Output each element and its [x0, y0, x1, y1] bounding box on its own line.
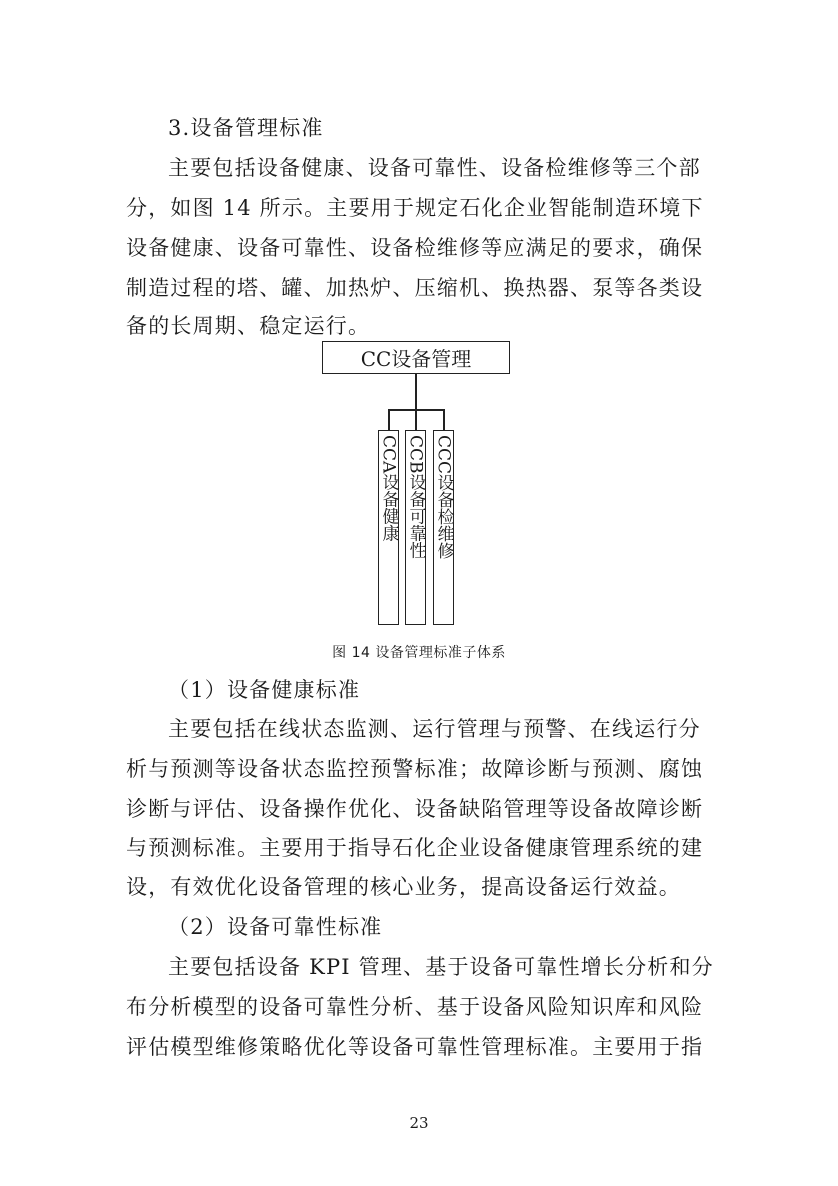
connector-trunk: [415, 374, 417, 409]
paragraph-line: 析与预测等设备状态监控预警标准；故障诊断与预测、腐蚀: [126, 757, 704, 781]
diagram-child-label: CCB设备可靠性: [405, 435, 426, 559]
diagram-root-node: CC设备管理: [322, 341, 510, 374]
paragraph-line: 主要包括在线状态监测、运行管理与预警、在线运行分: [168, 717, 701, 741]
subsection-heading: （2）设备可靠性标准: [168, 915, 383, 939]
subsection-heading: （1）设备健康标准: [168, 678, 361, 702]
connector-branch: [415, 409, 417, 430]
diagram-child-label: CCC设备检维修: [433, 435, 454, 560]
diagram-child-node: [405, 430, 426, 625]
section-heading: 3.设备管理标准: [168, 116, 324, 140]
paragraph-line: 设，有效优化设备管理的核心业务，提高设备运行效益。: [126, 875, 681, 899]
page-number: 23: [409, 1114, 429, 1132]
figure-caption: 图 14 设备管理标准子体系: [332, 645, 506, 661]
paragraph-line: 设备健康、设备可靠性、设备检维修等应满足的要求，确保: [126, 236, 704, 260]
paragraph-line: 布分析模型的设备可靠性分析、基于设备风险知识库和风险: [126, 995, 704, 1019]
paragraph-line: 评估模型维修策略优化等设备可靠性管理标准。主要用于指: [126, 1035, 704, 1059]
paragraph-line: 分，如图 14 所示。主要用于规定石化企业智能制造环境下: [126, 196, 704, 220]
paragraph-line: 制造过程的塔、罐、加热炉、压缩机、换热器、泵等各类设: [126, 276, 704, 300]
connector-branch: [388, 409, 390, 430]
paragraph-line: 诊断与评估、设备操作优化、设备缺陷管理等设备故障诊断: [126, 797, 704, 821]
paragraph-line: 备的长周期、稳定运行。: [126, 314, 371, 338]
diagram-child-label: CCA设备健康: [378, 435, 399, 542]
diagram-child-node: [378, 430, 399, 625]
paragraph-line: 主要包括设备健康、设备可靠性、设备检维修等三个部: [168, 156, 701, 180]
paragraph-line: 主要包括设备 KPI 管理、基于设备可靠性增长分析和分: [168, 955, 714, 979]
connector-bar: [388, 409, 444, 411]
connector-branch: [443, 409, 445, 430]
paragraph-line: 与预测标准。主要用于指导石化企业设备健康管理系统的建: [126, 836, 704, 860]
diagram-child-node: [433, 430, 454, 625]
